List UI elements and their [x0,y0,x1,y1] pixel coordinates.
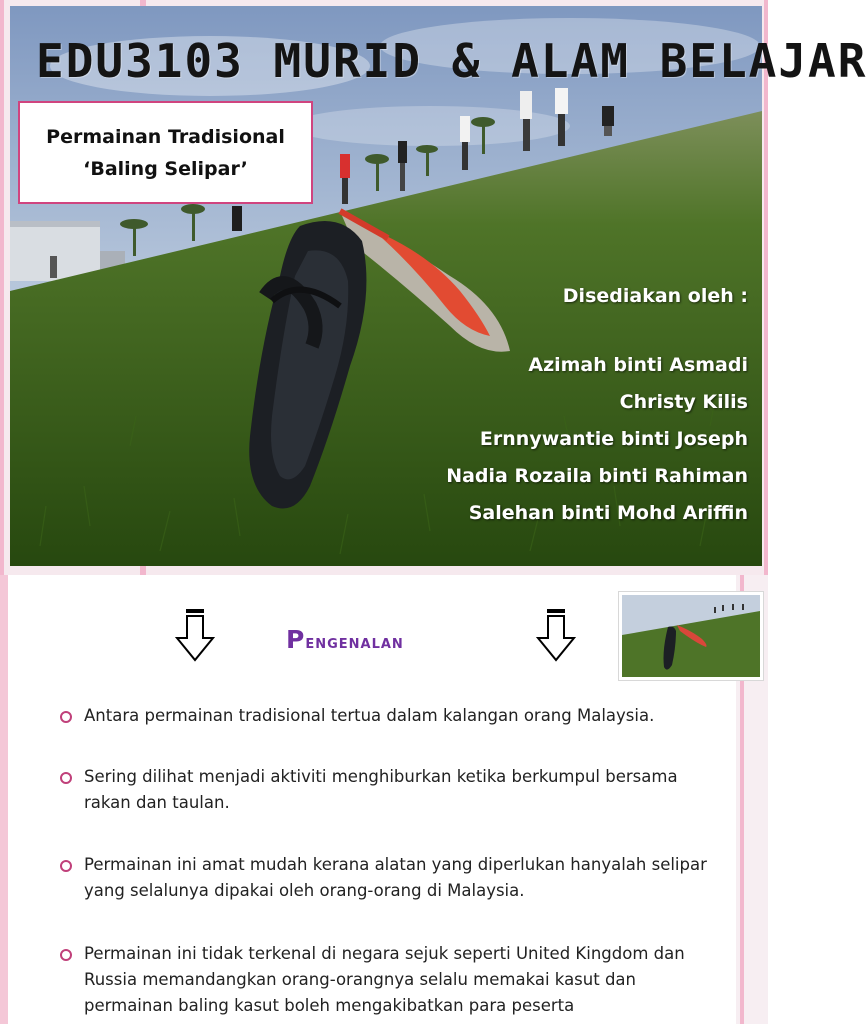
page-title: EDU3103 MURID & ALAM BELAJAR [36,34,867,88]
section-heading: Pengenalan [286,625,404,654]
bullet-text: Permainan ini amat mudah kerana alatan yang diperlukan hanyalah selipar yang selalunya dipakai oleh orang-orang di Malaysia. [84,855,707,900]
bullet-item [54,764,724,816]
author-name: Nadia Rozaila binti Rahiman [446,465,748,487]
bullet-item [54,703,724,729]
prepared-by-block [446,285,748,532]
bullet-circle-icon [60,772,72,784]
left-stripe-decoration [0,575,8,1024]
author-name: Ernnywantie binti Joseph [479,428,748,450]
subtitle-line-2: ‘Baling Selipar’ [83,157,248,180]
bullet-text: Sering dilihat menjadi aktiviti menghiburkan ketika berkumpul bersama rakan dan taulan. [84,767,678,812]
bullet-item [54,852,724,904]
content-panel [8,575,736,1024]
bullet-text: Antara permainan tradisional tertua dalam kalangan orang Malaysia. [84,706,655,725]
thumbnail-photo [618,591,764,681]
author-name: Christy Kilis [619,391,748,413]
down-arrow-icon [175,608,215,662]
subtitle-box [18,101,313,204]
down-arrow-icon [536,608,576,662]
bullet-text: Permainan ini tidak terkenal di negara sejuk seperti United Kingdom dan Russia memandangkan orang-orangnya selalu memakai kasut dan permainan baling kasut boleh mengakibatkan para peserta [84,944,685,1015]
left-stripe-decoration [0,0,4,575]
prepared-by-label: Disediakan oleh : [562,285,748,307]
introduction-slide [0,575,768,1024]
slipper-thumbnail-image [622,595,760,677]
author-name: Salehan binti Mohd Ariffin [468,502,748,524]
author-name: Azimah binti Asmadi [528,354,748,376]
bullet-circle-icon [60,711,72,723]
bullet-item [54,941,724,1019]
bullet-circle-icon [60,860,72,872]
bullet-circle-icon [60,949,72,961]
hero-photo [10,6,867,566]
subtitle-line-1: Permainan Tradisional [46,125,285,148]
